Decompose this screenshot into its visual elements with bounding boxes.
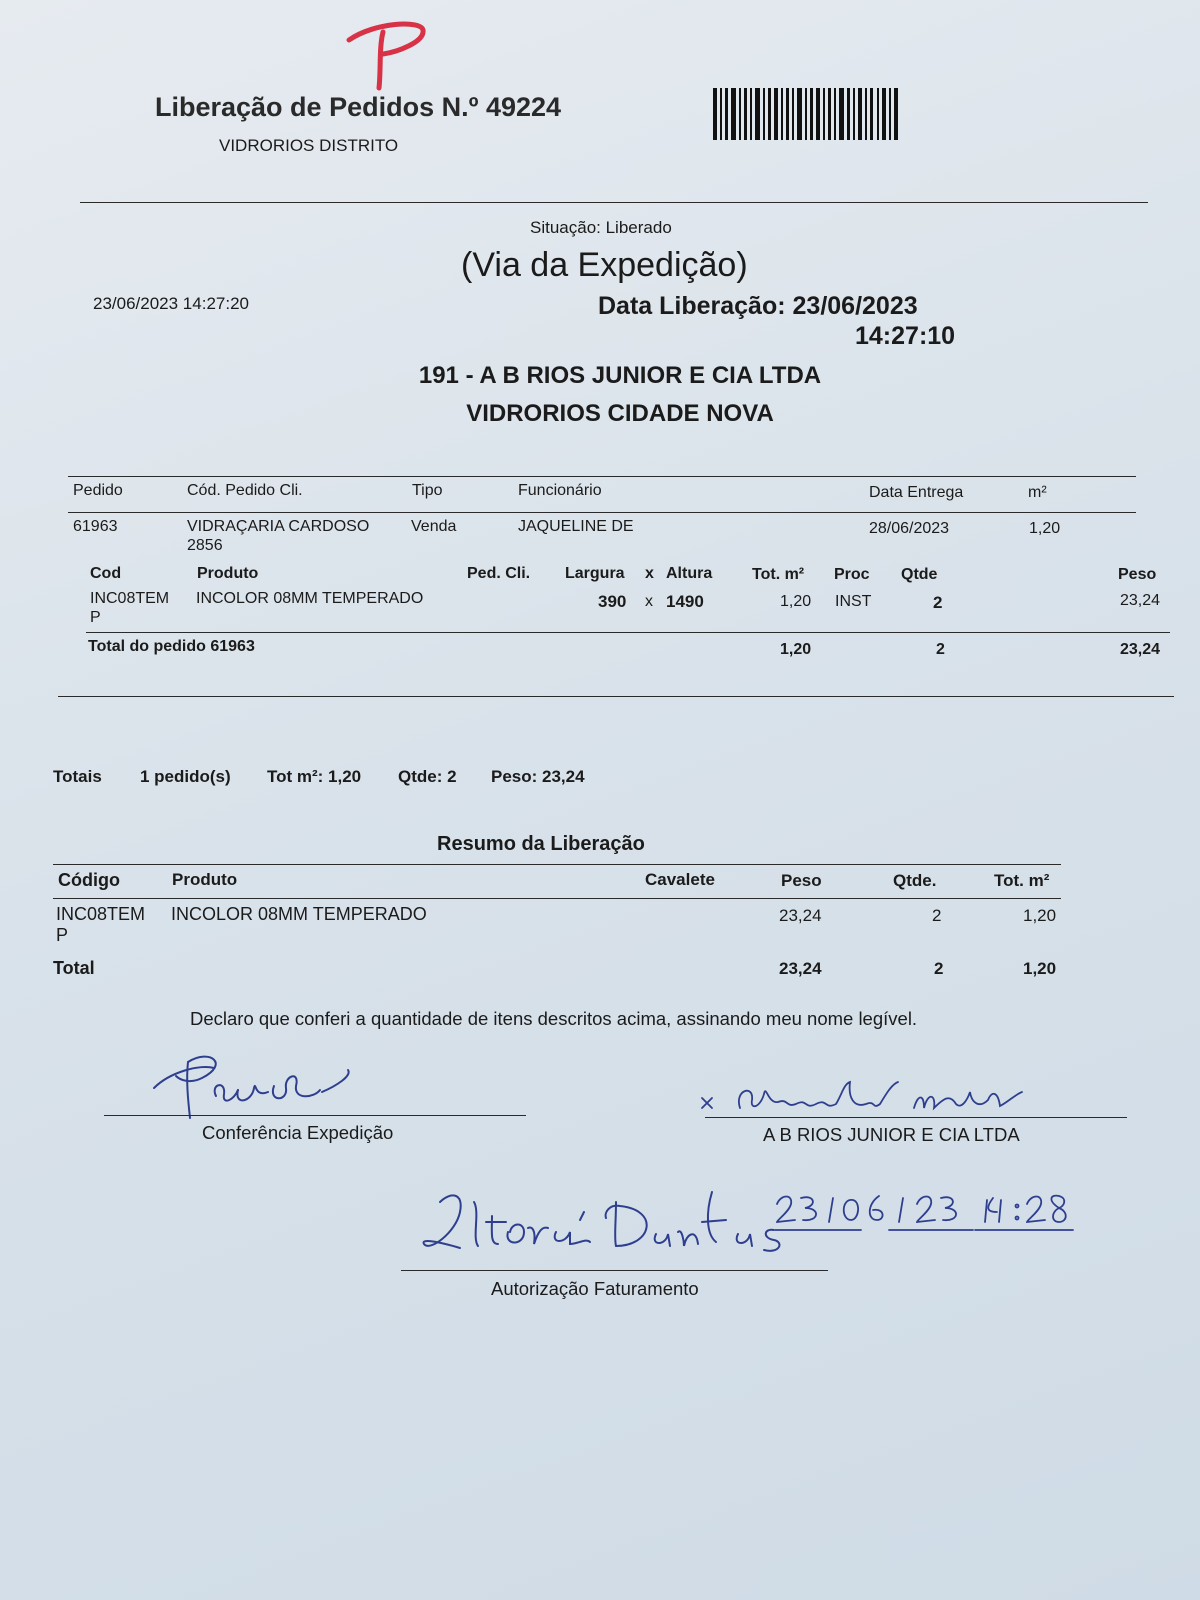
order-total-qtde: 2 bbox=[936, 641, 945, 658]
order-total-m2: 1,20 bbox=[780, 641, 812, 658]
summary-total-tot-m2: 1,20 bbox=[1023, 959, 1057, 978]
item-col-qtde: Qtde bbox=[901, 566, 938, 583]
order-table-top-rule bbox=[68, 476, 1136, 477]
order-m2: 1,20 bbox=[1029, 520, 1061, 537]
summary-qtde: 2 bbox=[932, 906, 942, 925]
header-divider bbox=[80, 202, 1148, 203]
client-label: A B RIOS JUNIOR E CIA LTDA bbox=[763, 1124, 1020, 1145]
item-largura: 390 bbox=[598, 592, 627, 611]
summary-title: Resumo da Liberação bbox=[437, 833, 645, 855]
summary-header-rule bbox=[53, 898, 1061, 899]
summary-col-codigo: Código bbox=[58, 870, 120, 890]
item-col-produto: Produto bbox=[197, 565, 259, 582]
summary-total-peso: 23,24 bbox=[779, 959, 822, 978]
item-qtde: 2 bbox=[933, 593, 943, 612]
summary-top-rule bbox=[53, 864, 1061, 865]
summary-codigo-cont: P bbox=[56, 925, 69, 945]
order-funcionario: JAQUELINE DE bbox=[518, 518, 634, 535]
item-col-largura: Largura bbox=[565, 565, 625, 582]
item-col-peso: Peso bbox=[1118, 566, 1157, 583]
client-name: 191 - A B RIOS JUNIOR E CIA LTDA bbox=[418, 362, 822, 389]
summary-produto: INCOLOR 08MM TEMPERADO bbox=[171, 904, 427, 924]
item-col-altura: Altura bbox=[666, 565, 713, 582]
summary-col-cavalete: Cavalete bbox=[645, 870, 715, 889]
col-tipo: Tipo bbox=[412, 482, 443, 499]
item-x: x bbox=[645, 593, 653, 610]
col-data-entrega: Data Entrega bbox=[869, 484, 964, 501]
item-tot-m2: 1,20 bbox=[780, 593, 812, 610]
autorizacao-label: Autorização Faturamento bbox=[491, 1278, 699, 1299]
item-produto: INCOLOR 08MM TEMPERADO bbox=[196, 590, 424, 607]
order-data-entrega: 28/06/2023 bbox=[869, 520, 950, 537]
item-col-x: x bbox=[645, 565, 654, 582]
conferencia-signature bbox=[150, 1050, 370, 1130]
order-table-header-rule bbox=[68, 512, 1136, 513]
item-col-tot-m2: Tot. m² bbox=[752, 566, 805, 583]
client-signature bbox=[700, 1064, 1030, 1120]
summary-col-tot-m2: Tot. m² bbox=[994, 871, 1050, 890]
order-pedido: 61963 bbox=[73, 518, 118, 535]
summary-peso: 23,24 bbox=[779, 906, 822, 925]
item-peso: 23,24 bbox=[1120, 592, 1161, 609]
barcode-icon bbox=[713, 88, 901, 140]
document-title: Liberação de Pedidos N.º 49224 bbox=[155, 92, 562, 122]
summary-col-peso: Peso bbox=[781, 871, 822, 890]
summary-total-label: Total bbox=[53, 958, 95, 978]
item-col-ped-cli: Ped. Cli. bbox=[467, 565, 531, 582]
conferencia-line bbox=[104, 1115, 526, 1116]
item-altura: 1490 bbox=[666, 592, 704, 611]
autorizacao-signature bbox=[420, 1182, 800, 1272]
order-table-bottom-rule bbox=[58, 696, 1174, 697]
handwritten-date bbox=[775, 1190, 1080, 1248]
totals-qtde: Qtde: 2 bbox=[398, 767, 457, 786]
col-cod-pedido-cli: Cód. Pedido Cli. bbox=[187, 482, 303, 499]
col-pedido: Pedido bbox=[73, 482, 123, 499]
item-cod-cont: P bbox=[90, 609, 101, 626]
col-m2: m² bbox=[1028, 484, 1047, 501]
order-total-peso: 23,24 bbox=[1120, 641, 1161, 658]
col-funcionario: Funcionário bbox=[518, 482, 602, 499]
summary-col-qtde: Qtde. bbox=[893, 871, 937, 890]
totals-label: Totais bbox=[53, 767, 102, 786]
release-date: Data Liberação: 23/06/2023 bbox=[598, 292, 918, 320]
order-total-label: Total do pedido 61963 bbox=[88, 638, 255, 655]
declaration-text: Declaro que conferi a quantidade de itens descritos acima, assinando meu nome legível. bbox=[190, 1008, 918, 1029]
item-col-cod: Cod bbox=[90, 565, 122, 582]
order-cod-pedido-cli: VIDRAÇARIA CARDOSO bbox=[187, 518, 370, 535]
company-name: VIDRORIOS DISTRITO bbox=[219, 136, 399, 155]
release-time: 14:27:10 bbox=[855, 322, 956, 350]
totals-peso: Peso: 23,24 bbox=[491, 767, 585, 786]
conferencia-label: Conferência Expedição bbox=[202, 1122, 394, 1143]
client-line bbox=[705, 1117, 1127, 1118]
status-label: Situação: Liberado bbox=[530, 218, 672, 237]
order-cod-pedido-cli-cont: 2856 bbox=[187, 537, 223, 554]
autorizacao-line bbox=[401, 1270, 828, 1271]
item-proc: INST bbox=[835, 593, 872, 610]
totals-tot-m2: Tot m²: 1,20 bbox=[267, 767, 362, 786]
handwritten-p-mark bbox=[345, 18, 435, 98]
client-branch: VIDRORIOS CIDADE NOVA bbox=[466, 400, 774, 427]
totals-pedidos: 1 pedido(s) bbox=[140, 767, 231, 786]
item-col-proc: Proc bbox=[834, 566, 870, 583]
print-datetime: 23/06/2023 14:27:20 bbox=[93, 294, 249, 313]
summary-total-qtde: 2 bbox=[934, 959, 944, 978]
summary-col-produto: Produto bbox=[172, 870, 238, 889]
summary-tot-m2: 1,20 bbox=[1023, 906, 1057, 925]
order-total-rule bbox=[86, 632, 1170, 633]
item-cod: INC08TEM bbox=[90, 590, 170, 607]
summary-codigo: INC08TEM bbox=[56, 904, 146, 924]
order-tipo: Venda bbox=[411, 518, 457, 535]
via-label: (Via da Expedição) bbox=[461, 246, 748, 284]
